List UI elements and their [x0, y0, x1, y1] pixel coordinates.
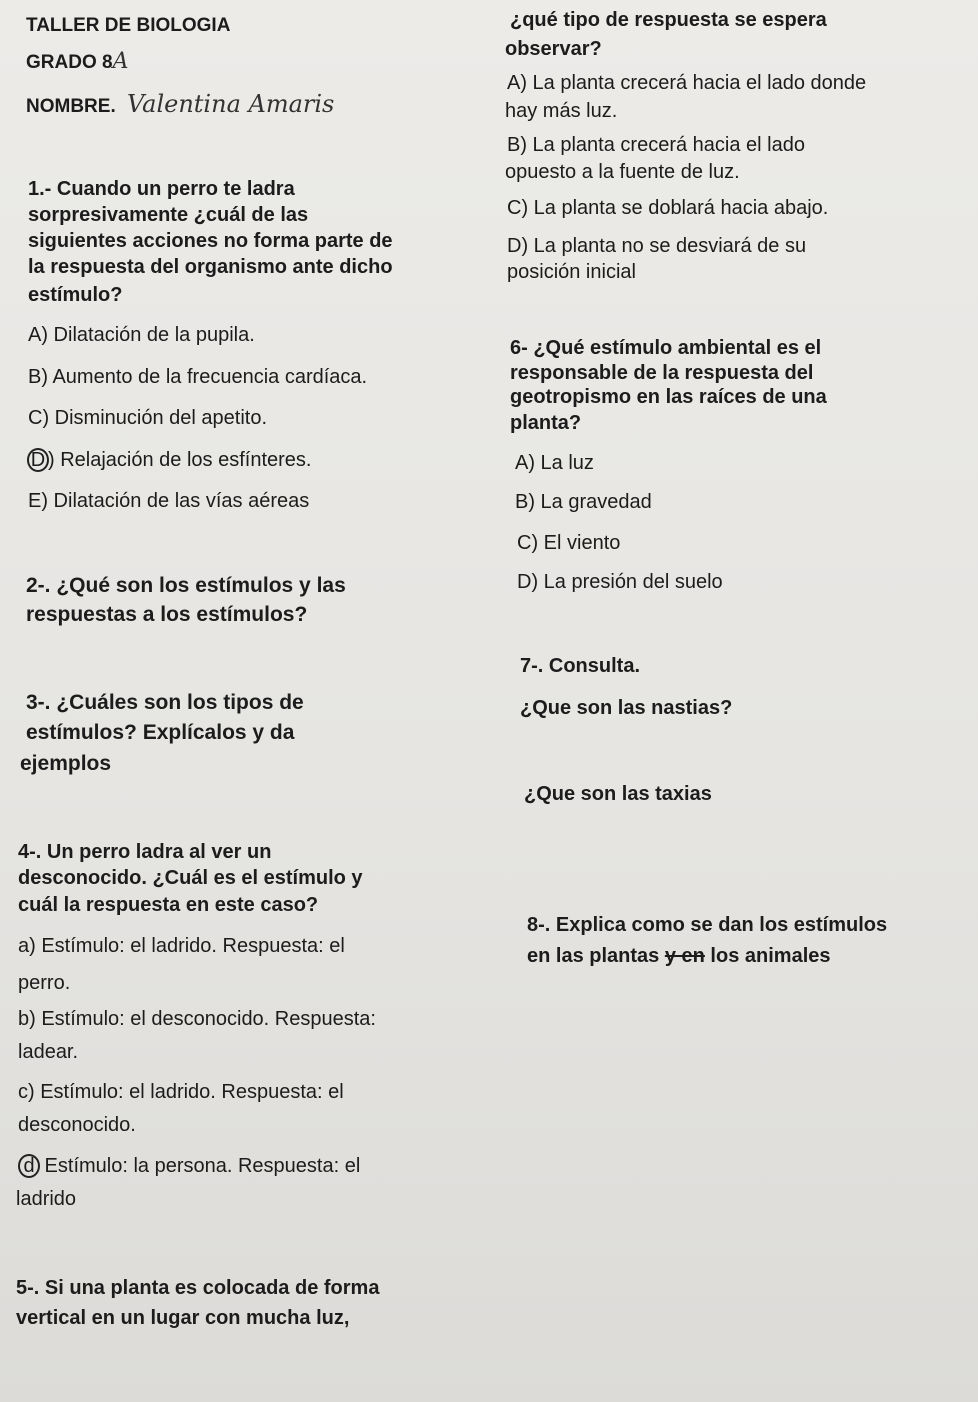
q4-option-a-line2: perro.	[18, 972, 71, 994]
q7-question-a: ¿Que son las nastias?	[520, 697, 733, 719]
q5-cont-line2: observar?	[505, 38, 602, 60]
grade-text: GRADO 8	[26, 52, 113, 73]
q6-line2: responsable de la respuesta del	[510, 362, 814, 384]
q4-option-d-line2: ladrido	[16, 1188, 77, 1210]
worksheet-title: TALLER DE BIOLOGIA	[26, 15, 231, 36]
q6-line4: planta?	[510, 412, 582, 434]
q1-line2: sorpresivamente ¿cuál de las	[28, 204, 309, 226]
q4-line1: 4-. Un perro ladra al ver un	[18, 841, 272, 863]
q5-option-d-line1: D) La planta no se desviará de su	[507, 235, 807, 257]
selected-answer-circle: D	[27, 448, 49, 472]
q1-option-c: C) Disminución del apetito.	[28, 407, 267, 429]
q6-line1: 6- ¿Qué estímulo ambiental es el	[510, 337, 822, 359]
q1-line5: estímulo?	[28, 284, 123, 306]
q6-option-c: C) El viento	[517, 532, 621, 554]
q5-line1: 5-. Si una planta es colocada de forma	[16, 1277, 380, 1299]
q8-line2	[527, 944, 831, 968]
q5-option-c: C) La planta se doblará hacia abajo.	[507, 197, 829, 219]
q1-line3: siguientes acciones no forma parte de	[28, 230, 393, 252]
q8-crossed-out-text: y en	[664, 945, 705, 967]
name-label: NOMBRE.	[26, 96, 116, 117]
q1-option-e: E) Dilatación de las vías aéreas	[28, 490, 310, 512]
q6-option-b: B) La gravedad	[515, 491, 652, 513]
name-handwritten: Valentina Amaris	[127, 90, 335, 118]
grade-handwritten: A	[112, 49, 129, 74]
q3-line2: estímulos? Explícalos y da	[26, 721, 295, 744]
q5-line2: vertical en un lugar con mucha luz,	[16, 1307, 350, 1329]
q6-option-d: D) La presión del suelo	[517, 571, 723, 593]
q4-option-b-line2: ladear.	[18, 1041, 79, 1063]
grade-label	[26, 50, 128, 75]
q8-line2-start: en las plantas	[527, 945, 665, 967]
q3-line3: ejemplos	[20, 752, 112, 775]
q1-option-a: A) Dilatación de la pupila.	[28, 324, 255, 346]
q8-line1: 8-. Explica como se dan los estímulos	[527, 914, 888, 936]
q1-option-b: B) Aumento de la frecuencia cardíaca.	[28, 366, 368, 388]
q8-line2-end: los animales	[704, 945, 831, 967]
q4-option-c-line1: c) Estímulo: el ladrido. Respuesta: el	[18, 1081, 344, 1103]
q5-option-b-line2: opuesto a la fuente de luz.	[505, 161, 740, 183]
q4-option-a-line1: a) Estímulo: el ladrido. Respuesta: el	[18, 935, 345, 957]
q3-line1: 3-. ¿Cuáles son los tipos de	[26, 691, 304, 714]
q4-line3: cuál la respuesta en este caso?	[18, 894, 319, 916]
q6-line3: geotropismo en las raíces de una	[510, 386, 827, 408]
q4-option-c-line2: desconocido.	[18, 1114, 136, 1136]
q1-option-d	[30, 448, 311, 472]
q5-cont-line1: ¿qué tipo de respuesta se espera	[510, 9, 827, 31]
q5-option-d-line2: posición inicial	[507, 261, 636, 283]
q2-line1: 2-. ¿Qué son los estímulos y las	[26, 574, 346, 597]
q5-option-a-line2: hay más luz.	[505, 100, 618, 122]
q4-option-d-text: Estímulo: la persona. Respuesta: el	[39, 1155, 361, 1177]
q2-line2: respuestas a los estímulos?	[26, 603, 308, 626]
q5-option-a-line1: A) La planta crecerá hacia el lado donde	[507, 72, 867, 94]
q1-line4: la respuesta del organismo ante dicho	[28, 256, 393, 278]
q1-option-d-text: ) Relajación de los esfínteres.	[48, 449, 312, 471]
q1-line1: 1.- Cuando un perro te ladra	[28, 178, 295, 200]
name-line	[26, 92, 334, 119]
q5-option-b-line1: B) La planta crecerá hacia el lado	[507, 134, 805, 156]
q4-line2: desconocido. ¿Cuál es el estímulo y	[18, 867, 363, 889]
q7-question-b: ¿Que son las taxias	[524, 783, 712, 805]
selected-answer-circle: d	[18, 1154, 40, 1178]
q7-title: 7-. Consulta.	[520, 655, 641, 677]
q4-option-b-line1: b) Estímulo: el desconocido. Respuesta:	[18, 1008, 376, 1030]
q6-option-a: A) La luz	[515, 452, 594, 474]
q4-option-d-line1	[18, 1154, 360, 1178]
